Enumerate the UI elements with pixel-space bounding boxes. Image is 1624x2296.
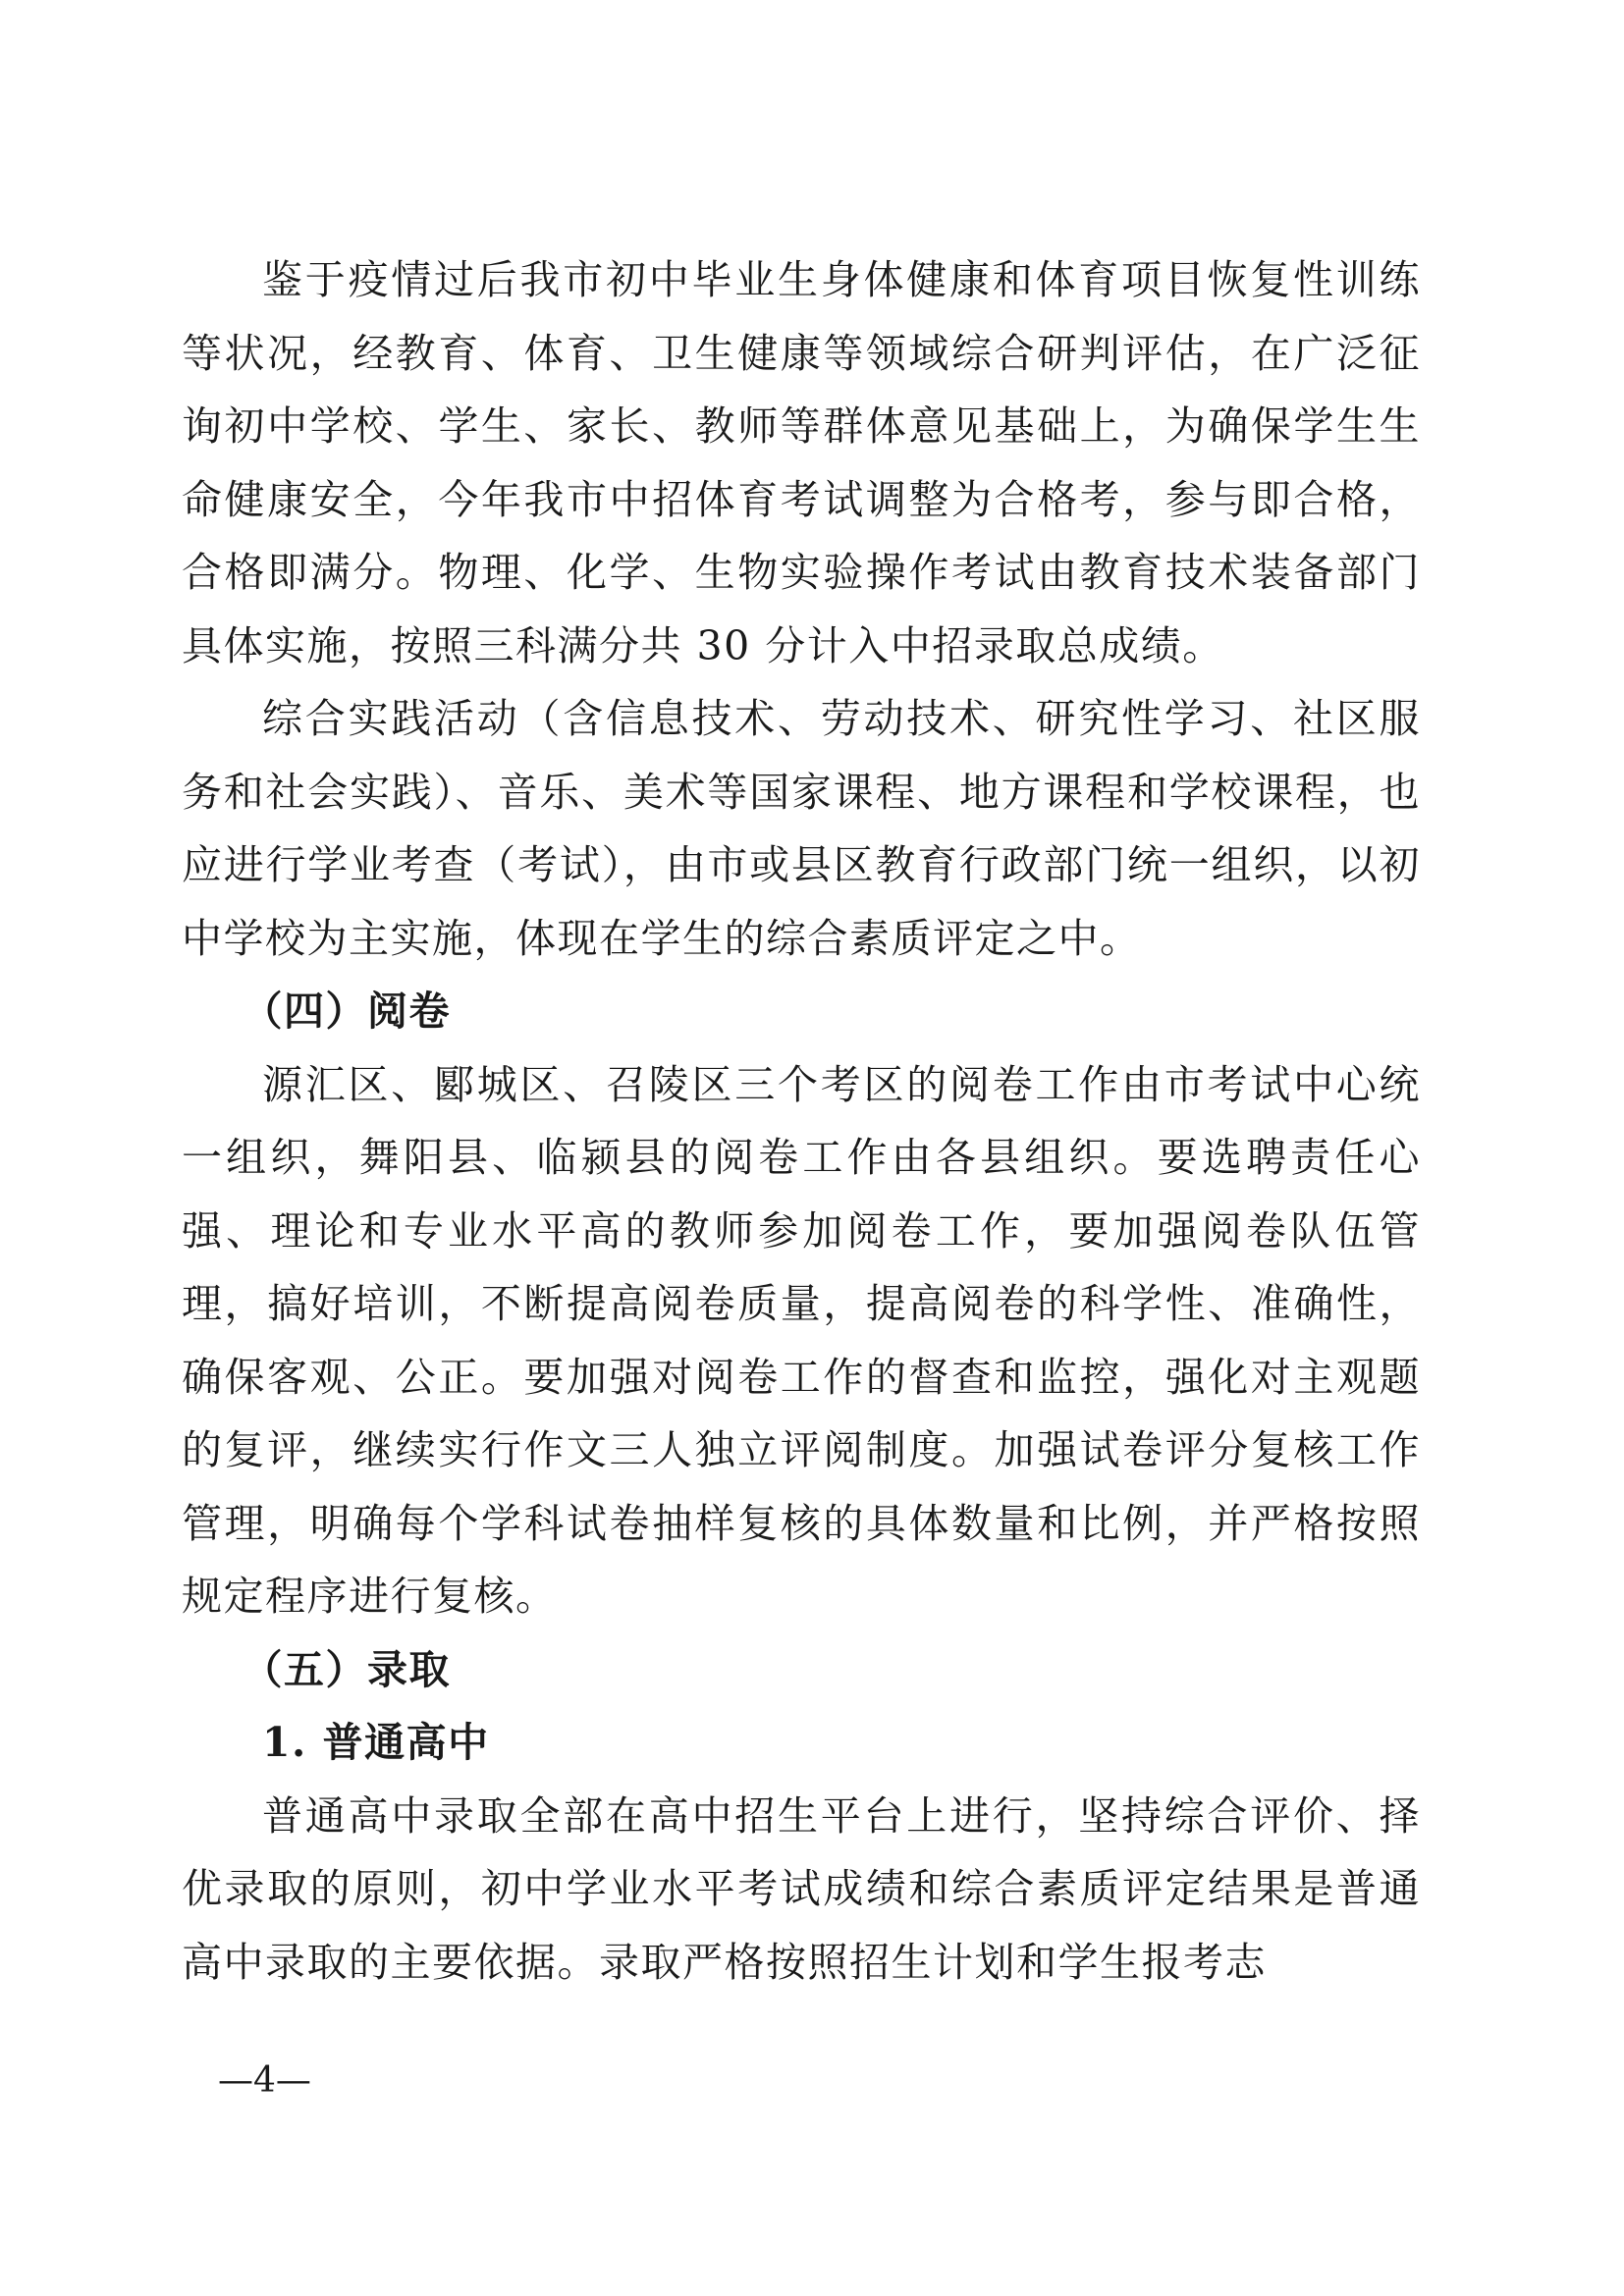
paragraph-comprehensive-practice: 综合实践活动（含信息技术、劳动技术、研究性学习、社区服务和社会实践）、音乐、美术等国家课程、地方课程和学校课程，也应进行学业考查（考试），由市或县区教育行政部门统一组织，以初中学校为主实施，体现在学生的综合素质评定之中。 (182, 695, 1421, 962)
subsection-heading-high-school: 1. 普通高中 (262, 1719, 490, 1766)
document-body (182, 243, 1421, 1999)
paragraph-pe-exam: 鉴于疫情过后我市初中毕业生身体健康和体育项目恢复性训练等状况，经教育、体育、卫生健康等领域综合研判评估，在广泛征询初中学校、学生、家长、教师等群体意见基础上，为确保学生生命健康安全，今年我市中招体育考试调整为合格考，参与即合格，合格即满分。物理、化学、生物实验操作考试由教育技术装备部门具体实施，按照三科满分共 30 分计入中招录取总成绩。 (182, 256, 1421, 669)
paragraph-grading: 源汇区、郾城区、召陵区三个考区的阅卷工作由市考试中心统一组织，舞阳县、临颍县的阅卷工作由各县组织。要选聘责任心强、理论和专业水平高的教师参加阅卷工作，要加强阅卷队伍管理，搞好培训，不断提高阅卷质量，提高阅卷的科学性、准确性，确保客观、公正。要加强对阅卷工作的督查和监控，强化对主观题的复评，继续实行作文三人独立评阅制度。加强试卷评分复核工作管理，明确每个学科试卷抽样复核的具体数量和比例，并严格按照规定程序进行复核。 (182, 1060, 1421, 1620)
page-number: —4— (218, 2060, 311, 2101)
section-heading-grading: （四）阅卷 (242, 988, 451, 1035)
section-heading-admission: （五）录取 (242, 1645, 451, 1693)
paragraph-high-school-admission: 普通高中录取全部在高中招生平台上进行，坚持综合评价、择优录取的原则，初中学业水平考试成绩和综合素质评定结果是普通高中录取的主要依据。录取严格按照招生计划和学生报考志 (182, 1791, 1421, 1986)
